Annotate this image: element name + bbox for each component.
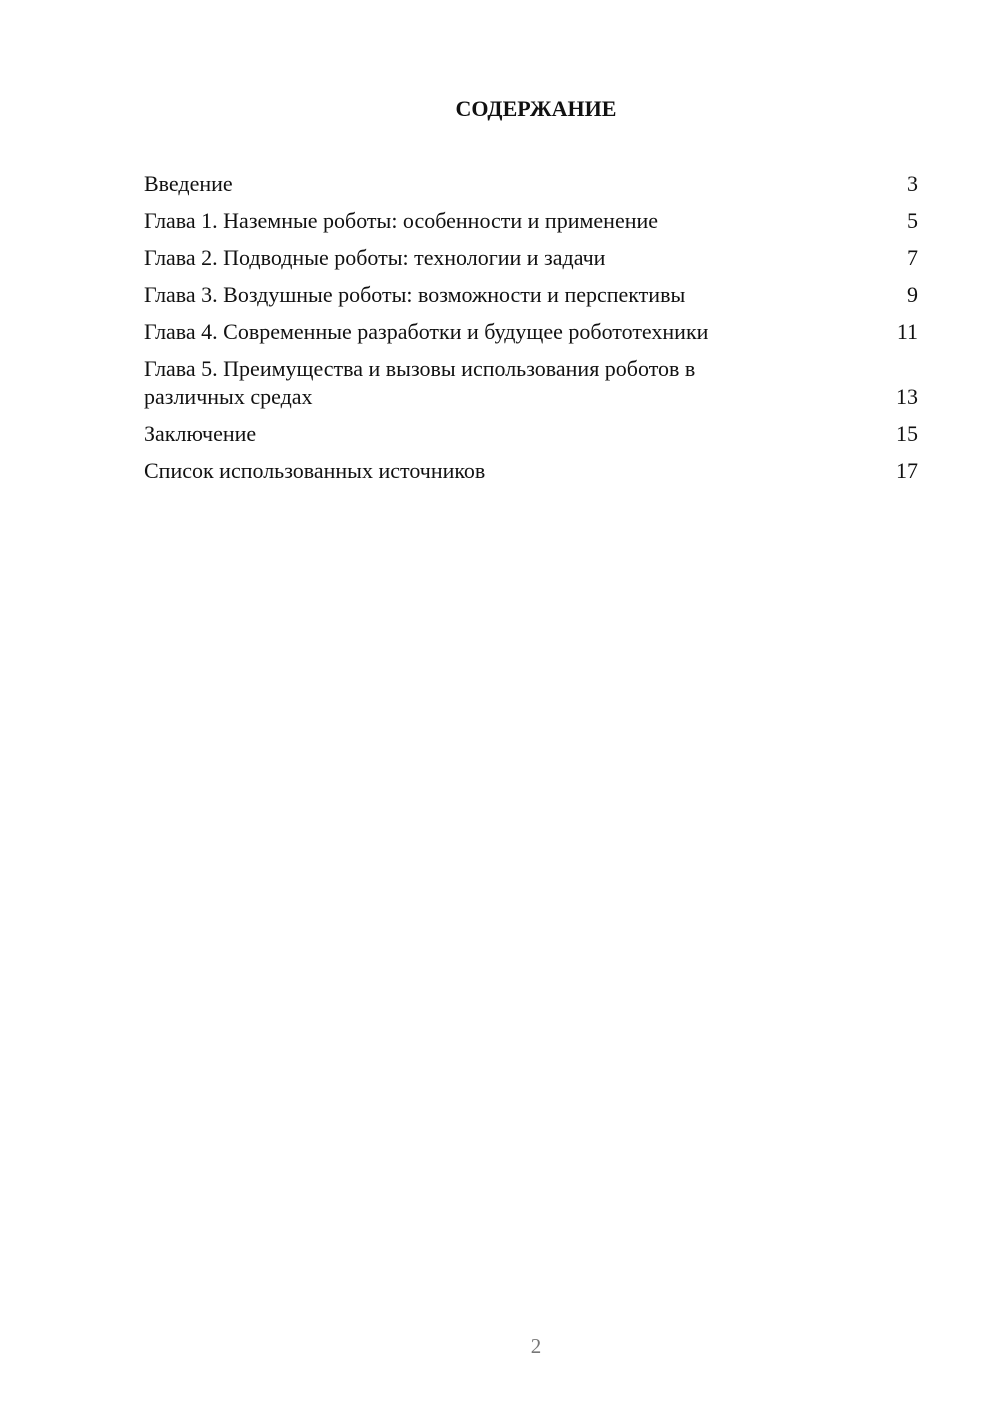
toc-entry-introduction [144,170,918,198]
toc-entry-chapter-1 [144,207,918,235]
table-of-contents [144,170,918,494]
toc-entry-title: Глава 5. Преимущества и вызовы использования роботов в различных средах [144,356,696,409]
toc-entry-chapter-3 [144,281,918,309]
toc-entry-title: Глава 2. Подводные роботы: технологии и задачи [144,245,606,270]
toc-entry-title: Глава 4. Современные разработки и будущее робототехники [144,319,709,344]
toc-entry-title: Список использованных источников [144,458,486,483]
toc-entry-page: 11 [896,319,918,344]
toc-entry-page: 9 [907,282,918,307]
toc-entry-page: 5 [907,208,918,233]
toc-entry-page: 3 [907,171,918,196]
page-number: 2 [530,1334,542,1358]
toc-entry-chapter-4 [144,318,918,346]
toc-entry-page: 15 [896,421,918,446]
toc-entry-chapter-2 [144,244,918,272]
toc-entry-title: Заключение [144,421,257,446]
toc-entry-page: 13 [896,384,918,409]
toc-entry-title: Глава 3. Воздушные роботы: возможности и перспективы [144,282,686,307]
toc-entry-page: 7 [907,245,918,270]
toc-entry-page: 17 [896,458,918,483]
toc-entry-conclusion [144,420,918,448]
toc-entry-title: Глава 1. Наземные роботы: особенности и применение [144,208,659,233]
toc-entry-title: Введение [144,171,233,196]
toc-entry-references [144,457,918,485]
toc-heading: СОДЕРЖАНИЕ [455,96,617,121]
toc-entry-chapter-5 [144,355,918,411]
